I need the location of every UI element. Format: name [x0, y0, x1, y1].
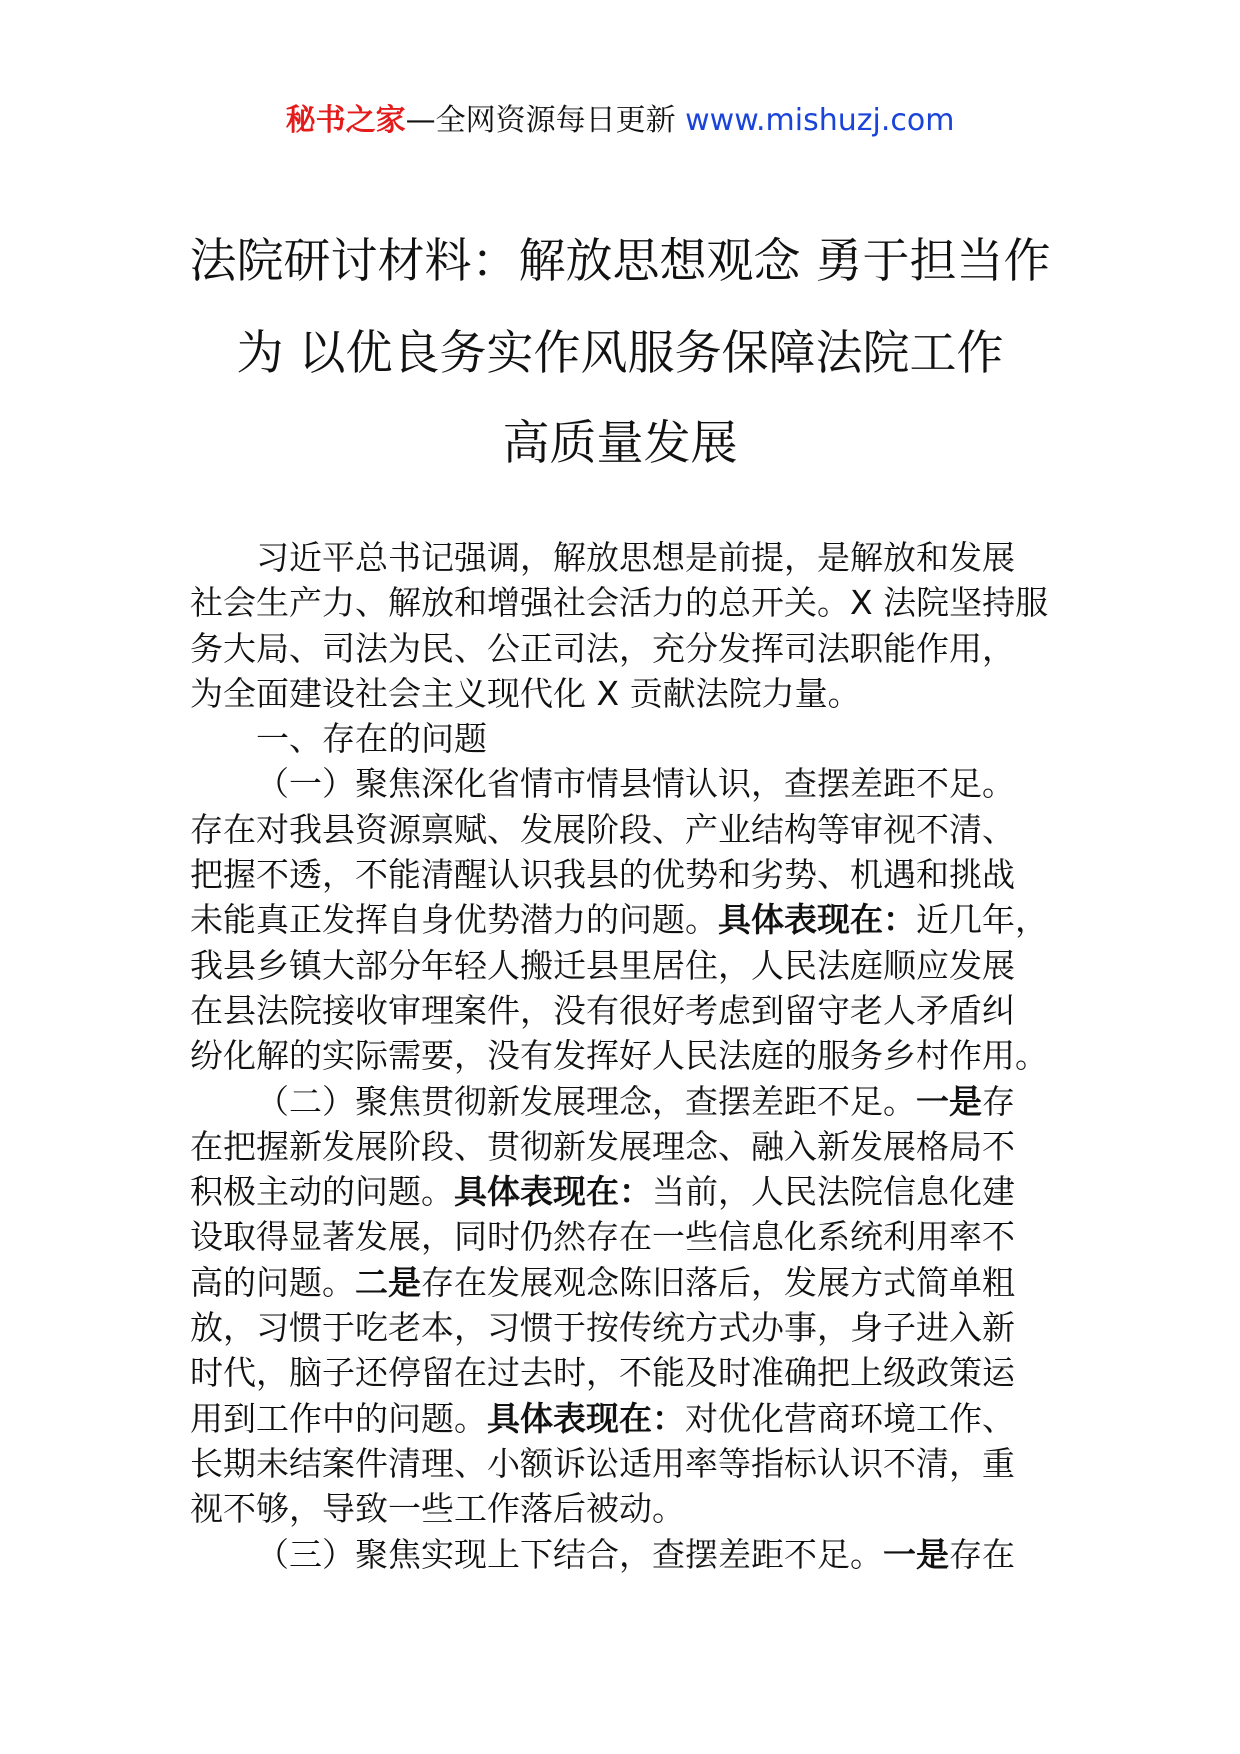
text-run: 近几年，: [916, 900, 1048, 940]
text-run: 对优化营商环境工作、: [685, 1398, 1015, 1438]
text-run: 存在发展观念陈旧落后，发展方式简单粗: [421, 1262, 1015, 1302]
paragraph-line: [190, 1260, 1080, 1305]
text-run: 积极主动的问题。: [190, 1172, 454, 1212]
paragraph-line: 把握不透，不能清醒认识我县的优势和劣势、机遇和挑战: [190, 855, 1015, 895]
paragraph-line: 放，习惯于吃老本，习惯于按传统方式办事，身子进入新: [190, 1308, 1015, 1348]
paragraph-line: 务大局、司法为民、公正司法，充分发挥司法职能作用，: [190, 628, 1015, 668]
paragraph-line: 为全面建设社会主义现代化 X 贡献法院力量。: [190, 673, 861, 713]
paragraph-line: 习近平总书记强调，解放思想是前提，是解放和发展: [256, 538, 1015, 577]
banner-slogan: —全网资源每日更新: [405, 103, 686, 138]
bold-label: 具体表现在：: [487, 1398, 685, 1438]
paragraph-line: [190, 1532, 1080, 1577]
bold-label: 具体表现在：: [454, 1172, 652, 1212]
bold-label: 二是: [355, 1262, 421, 1302]
bold-label: 具体表现在：: [718, 900, 916, 940]
document-body: [190, 535, 1080, 1577]
paragraph-line: 时代，脑子还停留在过去时，不能及时准确把上级政策运: [190, 1353, 1015, 1393]
text-run: 用到工作中的问题。: [190, 1398, 487, 1438]
paragraph-line: [190, 1169, 1080, 1214]
site-banner: [0, 100, 1240, 142]
paragraph-line: 存在对我县资源禀赋、发展阶段、产业结构等审视不清、: [190, 809, 1015, 849]
text-run: （二）聚焦贯彻新发展理念，查摆差距不足。: [256, 1081, 916, 1121]
text-run: 存在: [949, 1534, 1015, 1574]
paragraph-line: 纷化解的实际需要，没有发挥好人民法庭的服务乡村作用。: [190, 1036, 1048, 1076]
text-run: 高的问题。: [190, 1262, 355, 1302]
document-title-line-2: 为 以优良务实作风服务保障法院工作: [236, 326, 1004, 381]
bold-label: 一是: [883, 1534, 949, 1574]
paragraph-line: 在县法院接收审理案件，没有很好考虑到留守老人矛盾纠: [190, 990, 1015, 1030]
section-heading: 一、存在的问题: [256, 719, 487, 759]
paragraph-line: 我县乡镇大部分年轻人搬迁县里居住，人民法庭顺应发展: [190, 945, 1015, 985]
brand-name: 秘书之家: [285, 103, 406, 138]
text-run: （三）聚焦实现上下结合，查摆差距不足。: [256, 1534, 883, 1574]
document-title-line-3: 高质量发展: [502, 416, 738, 471]
bold-label: 一是: [916, 1081, 982, 1121]
paragraph-line: [190, 1079, 1080, 1124]
paragraph-line: （一）聚焦深化省情市情县情认识，查摆差距不足。: [256, 764, 1015, 804]
paragraph-line: 社会生产力、解放和增强社会活力的总开关。X 法院坚持服: [190, 583, 1049, 623]
document-title-line-1: 法院研讨材料：解放思想观念 勇于担当作: [189, 234, 1051, 289]
paragraph-line: 视不够，导致一些工作落后被动。: [190, 1489, 685, 1529]
text-run: 当前，人民法院信息化建: [652, 1172, 1015, 1212]
site-url[interactable]: www.mishuzj.com: [685, 103, 955, 138]
paragraph-line: [190, 897, 1080, 942]
paragraph-line: 在把握新发展阶段、贯彻新发展理念、融入新发展格局不: [190, 1126, 1015, 1166]
text-run: 存: [982, 1081, 1015, 1121]
paragraph-line: 长期未结案件清理、小额诉讼适用率等指标认识不清，重: [190, 1443, 1015, 1483]
text-run: 未能真正发挥自身优势潜力的问题。: [190, 900, 718, 940]
paragraph-line: 设取得显著发展，同时仍然存在一些信息化系统利用率不: [190, 1217, 1015, 1257]
paragraph-line: [190, 1396, 1080, 1441]
